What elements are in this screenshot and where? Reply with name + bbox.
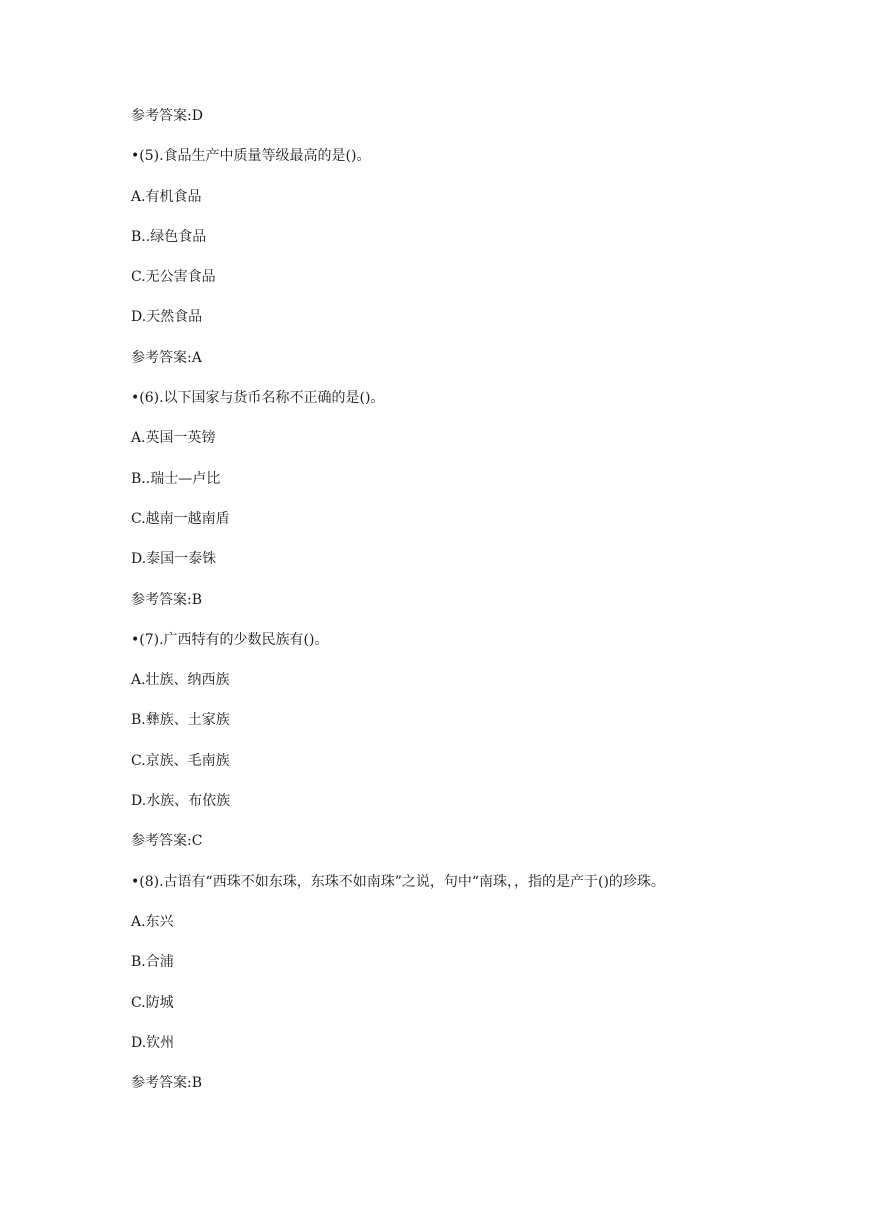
option-line: A.壮族、纳西族	[131, 672, 230, 689]
option-line: D.水族、布依族	[131, 793, 231, 810]
answer-line: 参考答案:B	[131, 591, 203, 608]
option-line: C.越南一越南盾	[131, 510, 230, 527]
question-line-8: •(8).古语有“西珠不如东珠，东珠不如南珠”之说，句中“南珠，，指的是产于()的珍珠。	[131, 873, 665, 890]
answer-line: 参考答案:A	[131, 349, 202, 366]
option-line: A.东兴	[131, 913, 174, 930]
option-line: D.天然食品	[131, 309, 203, 326]
answer-line: 参考答案:C	[131, 833, 203, 850]
option-line: B.合浦	[131, 954, 174, 971]
option-line: C.京族、毛南族	[131, 752, 230, 769]
document-page	[131, 104, 831, 1111]
answer-line: 参考答案:D	[131, 108, 203, 124]
option-line: C.防城	[131, 994, 174, 1011]
option-line: D.泰国一泰铢	[131, 551, 217, 568]
answer-line: 参考答案:B	[131, 1075, 203, 1092]
option-line: C.无公害食品	[131, 269, 216, 286]
option-line: B..瑞士—卢比	[131, 470, 221, 487]
option-line: A.英国一英镑	[131, 430, 216, 447]
option-line: D.钦州	[131, 1034, 175, 1051]
question-line-5: •(5).食品生产中质量等级最高的是()。	[131, 148, 371, 165]
option-line: A.有机食品	[131, 188, 202, 205]
question-line-7: •(7).广西特有的少数民族有()。	[131, 631, 329, 648]
option-line: B.彝族、土家族	[131, 712, 230, 729]
question-line-6: •(6).以下国家与货币名称不正确的是()。	[131, 390, 385, 407]
option-line: B..绿色食品	[131, 228, 207, 245]
